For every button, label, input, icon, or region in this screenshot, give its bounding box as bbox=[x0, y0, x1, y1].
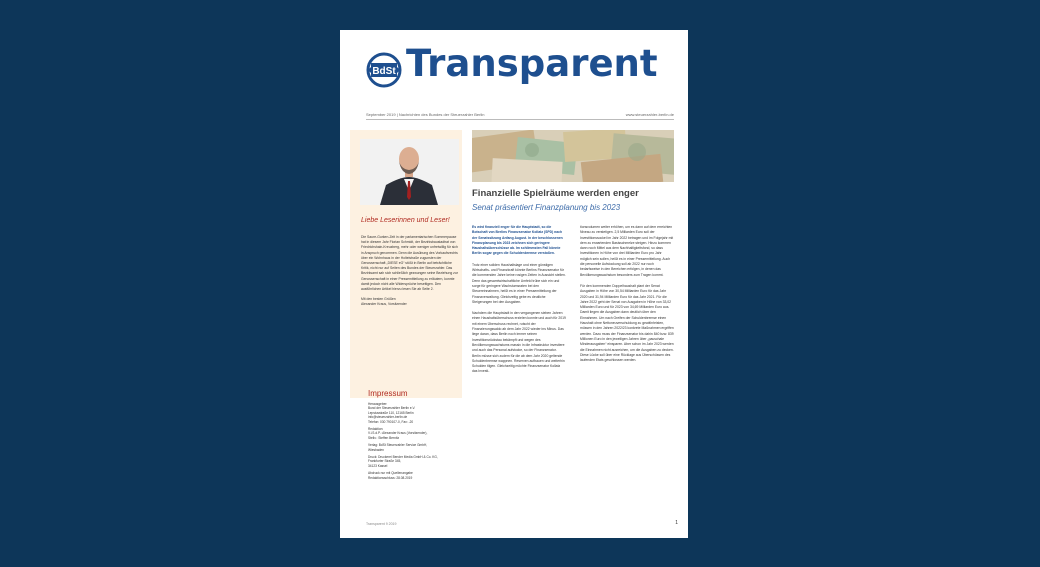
greeting-text bbox=[361, 235, 459, 313]
impressum-deadline: Abdruck nur mit Quellenangabe Redaktionsschluss: 28.08.2019 bbox=[368, 471, 413, 480]
newsletter-page bbox=[340, 30, 688, 538]
article-paragraph: tionsvolumen weiter erhöhen, um es dann auf dem erreichten Niveau zu verstetigen. 2,5 Milliarden Euro soll der Investitionssockel im Jahr 2022 betragen und im Folgejahr mit dem zu erwartenden Basisschmelze steigen. Hinzu kommen dann noch Mittel aus dem Nachhaltigkeitsfond, so dass Investitionen in Höhe von drei Milliarden Euro pro Jahr möglich sein sollen, heißt es in einer Pressemitteilung. Auch die personelle Aufstockung soll ab 2022 nur noch bedarfsweise in den Bereichen erfolgen, in denen das Bevölkerungswachstum besonders zum Tragen kommt. bbox=[580, 225, 674, 277]
article-column-1 bbox=[472, 225, 566, 381]
page-number: 1 bbox=[675, 520, 678, 526]
impressum-printer: Druck: Druckerei Bender Media GmbH & Co. KG, Frankfurter Straße 345, 34123 Kassel bbox=[368, 455, 438, 468]
impressum-editorial: Redaktion: V.i.S.d.P.: Alexander Kraus (Vorsitzender), Stellv.: Steffen Bernitz bbox=[368, 427, 428, 440]
article-lead: Es wird finanziell enger für die Hauptstadt, so die Botschaft von Berlins Finanzsenator Kollatz (SPD) nach der Senatssitzung Anfang August. In der beschlossenen Finanzplanung bis 2023 zeichnen sich geringere Haushaltsüberschüsse ab. Im schlimmsten Fall könnte Berlin sogar gegen die Schuldenbremse verstoßen. bbox=[472, 225, 563, 256]
greeting-paragraph: Die Saure-Gurken-Zeit in der parlamentarischen Sommerpause hat in diesem Jahr Florian Schmidt, der Bezirksbaustadtrat von Friedrichshain-Kreuzberg, mehr oder weniger unfreiwillig für sich in Anspruch genommen. Denn die Ausübung des Vorkaufsrechts über ein Wohnhaus in der Holteistraße zugunsten der Genossenschaft „DIESE eG“ stößt in Berlin auf beträchtliche Kritik, nicht nur auf Seiten des Bundes der Steuerzahler. Das Bezirksamt sah sich schließlich gezwungen seine Beziehung zur Genossenschaft in einer Pressemitteilung zu erläutern, konnte damit jedoch nicht alle Widersprüche beseitigen. Den ausführlichen Artikel hierzu lesen Sie ab Seite 2. bbox=[361, 235, 458, 292]
article-subheadline: Senat präsentiert Finanzplanung bis 2023 bbox=[472, 203, 621, 212]
impressum-text bbox=[368, 402, 454, 483]
article-paragraph: Trotz einer soliden Haushaltslage und einer günstigen Wirtschafts- und Finanzkraft könnte Berlins Finanzsenator für die kommenden Jahre keine rosigen Zeiten in Aussicht stellen. Denn das gesamtwirtschaftliche Umfeld trübe sich ein und sorge für geringere Wachstumsraten bei den Steuereinnahmen, heißt es in einer Pressemitteilung der Finanzverwaltung. Gleichzeitig gebe es deutliche Steigerungen bei den Ausgaben. bbox=[472, 262, 566, 304]
banknotes-photo bbox=[472, 130, 674, 182]
logo-text: BdSt bbox=[372, 66, 396, 77]
bdst-logo-icon bbox=[366, 52, 402, 88]
article-headline: Finanzielle Spielräume werden enger bbox=[472, 188, 639, 199]
greeting-signature: Mit den besten Grüßen Alexander Kraus, Vorsitzender bbox=[361, 297, 407, 307]
impressum-publisher-house: Verlag: BdSt Steuerzahler Service GmbH, Wiesbaden bbox=[368, 443, 428, 452]
editorial-sidebar bbox=[350, 130, 462, 398]
article-paragraph: Für den kommenden Doppelhaushalt plant der Senat Ausgaben in Höhe von 30,54 Milliarden Euro für das Jahr 2020 und 31,94 Milliarden Euro für das Jahr 2021. Für die Jahre 2022 geht der Senat von Ausgaben in Höhe von 33,02 Milliarden Euro und für 2023 von 34,69 Milliarden Euro aus. Damit liegen die Ausgaben dann deutlich über den Einnahmen. Um nach Greifen der Schuldenbremse einen Haushalt ohne Nettoneuverschuldung zu gewährleisten, müssen in den Jahren 2022/23 konkrete Maßnahmen ergriffen werden. Dazu muss der Finanzsenator bis dahin 840 bzw. 839 Millionen Euro in den jeweiligen Jahren über „pauschale Minderausgaben“ einsparen. Aber schon im Jahr 2023 werden die Einnahmen nicht ausreichen, um die Ausgaben zu decken. Diese Lücke soll über eine Rücklage aus Überschüssen des laufenden Etats geschlossen werden. bbox=[580, 283, 674, 363]
footer-issue: Transparent 9 2019 bbox=[366, 522, 397, 526]
issue-line: September 2019 | Nachrichten des Bundes der Steuerzahler Berlin bbox=[366, 112, 485, 117]
publication-title: Transparent bbox=[406, 42, 658, 85]
website-link[interactable]: www.steuerzahler-berlin.de bbox=[625, 112, 674, 117]
header-divider bbox=[366, 119, 674, 120]
article-column-2 bbox=[580, 225, 674, 369]
greeting-title: Liebe Leserinnen und Leser! bbox=[361, 217, 450, 224]
impressum-publisher: Herausgeber: Bund der Steuerzahler Berlin e.V. Lepsiusstraße 110, 12165 Berlin info@steuerzahler-berlin.de Telefon: 030 790107-0, Fax: -20 bbox=[368, 402, 416, 424]
article-paragraph: Nachdem die Hauptstadt in den vergangenen sieben Jahren einen Haushaltsüberschuss erzielen konnte und auch für 2019 mit einem Überschuss rechnet, rutscht der Finanzierungssaldo ab dem Jahr 2022 wieder ins Minus. Das liege daran, dass Berlin noch immer seinen Investitionsrückstau bekämpft und wegen des Bevölkerungswachstums massiv in die Infrastruktur investiere und auch das Personal aufstocke, so der Finanzsenator. Berlin müsse sich zudem für die ab dem Jahr 2020 geltende Schuldenbremse wappnen. Reserven aufbauen und weiterhin Schulden tilgen. Gleichzeitig möchte Finanzsenator Kollatz das Investi- bbox=[472, 311, 566, 374]
author-portrait bbox=[360, 139, 459, 205]
impressum-title: Impressum bbox=[368, 389, 408, 398]
